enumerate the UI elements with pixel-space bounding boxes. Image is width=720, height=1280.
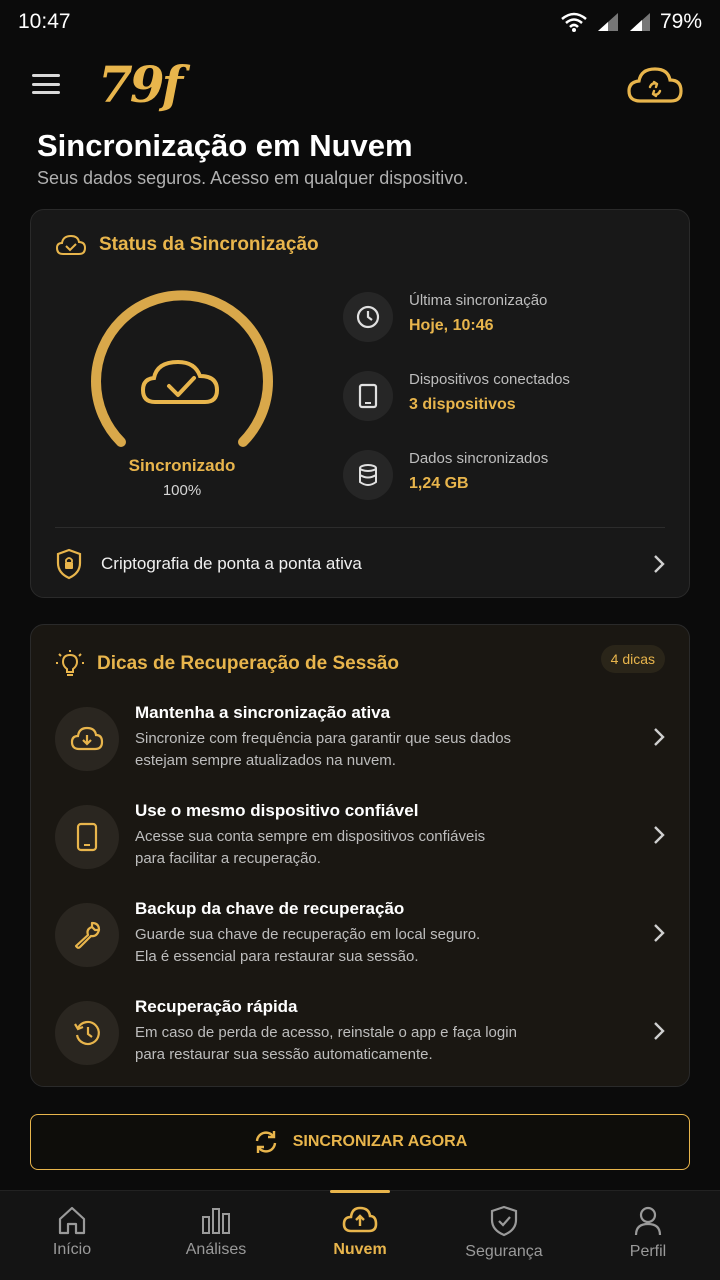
app-bar	[0, 55, 720, 115]
app-logo: 79f	[98, 55, 181, 114]
tip-title: Backup da chave de recuperação	[135, 899, 405, 918]
nav-item-analises[interactable]	[144, 1191, 288, 1280]
nav-item-perfil[interactable]	[576, 1191, 720, 1280]
bar-chart-icon	[200, 1205, 232, 1235]
encryption-label: Criptografia de ponta a ponta ativa	[101, 554, 362, 573]
smartphone-icon	[55, 805, 119, 869]
sync-card-title: Status da Sincronização	[99, 234, 319, 255]
chevron-right-icon	[653, 825, 665, 845]
user-icon	[633, 1205, 663, 1237]
wrench-icon	[55, 903, 119, 967]
stat-last-sync	[343, 290, 683, 346]
tip-item[interactable]	[55, 899, 665, 979]
tip-item[interactable]	[55, 703, 665, 783]
shield-check-icon	[489, 1205, 519, 1237]
stat-value: 3 dispositivos	[409, 396, 516, 413]
gauge-percent: 100%	[162, 482, 202, 499]
history-icon	[55, 1001, 119, 1065]
database-icon	[343, 450, 393, 500]
stat-value: 1,24 GB	[409, 475, 469, 492]
tip-description: Em caso de perda de acesso, reinstale o app e faça login para restaurar sua sessão automaticamente.	[135, 1024, 517, 1063]
chevron-right-icon	[653, 1021, 665, 1041]
nav-label: Início	[52, 1241, 92, 1258]
tip-title: Recuperação rápida	[135, 997, 298, 1016]
nav-item-inicio[interactable]	[0, 1191, 144, 1280]
battery-level: 79%	[659, 10, 702, 33]
divider	[55, 527, 665, 528]
wifi-icon	[560, 12, 588, 32]
tips-count-badge: 4 dicas	[601, 645, 665, 673]
cloud-check-icon	[55, 234, 87, 256]
nav-label: Perfil	[629, 1243, 667, 1260]
tip-title: Mantenha a sincronização ativa	[135, 703, 391, 722]
menu-icon[interactable]	[32, 74, 60, 94]
stat-label: Dispositivos conectados	[409, 371, 570, 388]
stat-value: Hoje, 10:46	[409, 317, 494, 334]
refresh-icon	[253, 1129, 279, 1155]
chevron-right-icon	[653, 727, 665, 747]
tip-title: Use o mesmo dispositivo confiável	[135, 801, 419, 820]
tips-card-header	[55, 649, 399, 679]
home-icon	[56, 1205, 88, 1235]
nav-item-seguranca[interactable]	[432, 1191, 576, 1280]
cloud-icon	[341, 1205, 379, 1235]
page-title: Sincronização em Nuvem	[37, 128, 413, 163]
chevron-right-icon	[653, 554, 665, 574]
nav-label: Nuvem	[333, 1241, 387, 1258]
stat-label: Última sincronização	[409, 292, 548, 309]
stat-devices	[343, 369, 683, 425]
signal-icon-2	[628, 12, 652, 32]
tip-item[interactable]	[55, 801, 665, 881]
chevron-right-icon	[653, 923, 665, 943]
cloud-sync-icon[interactable]	[626, 65, 684, 105]
bottom-navigation	[0, 1190, 720, 1280]
encryption-row[interactable]	[55, 540, 665, 588]
status-bar	[0, 0, 720, 44]
status-time: 10:47	[18, 10, 71, 33]
tips-card-title: Dicas de Recuperação de Sessão	[97, 653, 400, 674]
nav-item-nuvem[interactable]	[288, 1191, 432, 1280]
sync-status-card	[30, 209, 690, 598]
tip-description: Sincronize com frequência para garantir que seus dados estejam sempre atualizados na nuvem.	[135, 730, 512, 769]
stat-data	[343, 448, 683, 504]
tip-description: Acesse sua conta sempre em dispositivos confiáveis para facilitar a recuperação.	[135, 828, 486, 867]
status-icons	[560, 10, 702, 34]
nav-label: Análises	[185, 1241, 247, 1258]
signal-icon	[596, 12, 620, 32]
lightbulb-icon	[55, 649, 85, 679]
shield-lock-icon	[55, 548, 83, 580]
tablet-icon	[343, 371, 393, 421]
sync-now-button[interactable]	[30, 1114, 690, 1170]
tip-description: Guarde sua chave de recuperação em local seguro. Ela é essencial para restaurar sua sessão.	[135, 926, 481, 965]
tip-item[interactable]	[55, 997, 665, 1077]
sync-gauge	[87, 290, 277, 450]
nav-label: Segurança	[465, 1243, 543, 1260]
sync-card-header	[55, 234, 319, 256]
gauge-cloud-icon	[143, 362, 217, 402]
stat-label: Dados sincronizados	[409, 450, 549, 467]
sync-now-label: SINCRONIZAR AGORA	[292, 1133, 468, 1150]
gauge-status-label: Sincronizado	[128, 456, 236, 475]
page-subtitle: Seus dados seguros. Acesso em qualquer dispositivo.	[37, 168, 469, 188]
recovery-tips-card	[30, 624, 690, 1087]
cloud-download-icon	[55, 707, 119, 771]
clock-icon	[343, 292, 393, 342]
